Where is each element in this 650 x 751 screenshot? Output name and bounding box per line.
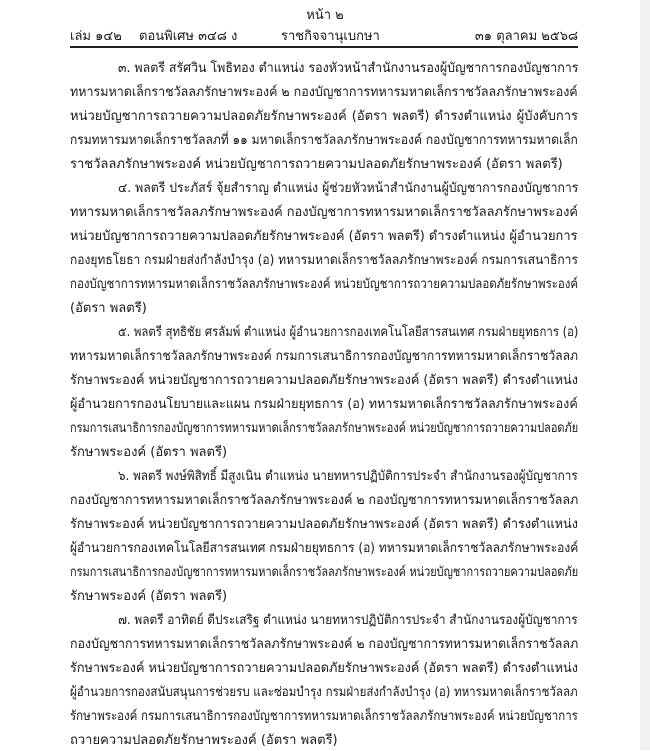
paragraph-line: ทหารมหาดเล็กราชวัลลภรักษาพระองค์ กองบัญชาการทหารมหาดเล็กราชวัลลภรักษาพระองค์: [70, 205, 578, 220]
publication-date: ๓๑ ตุลาคม ๒๕๖๘: [474, 29, 578, 44]
paragraph-line: หน่วยบัญชาการถวายความปลอดภัยรักษาพระองค์ (อัตรา พลตรี) ดำรงตำแหน่ง ผู้บังคับการ: [70, 109, 578, 124]
paragraph-line: ทหารมหาดเล็กราชวัลลภรักษาพระองค์ กรมการเสนาธิการกองบัญชาการทหารมหาดเล็กราชวัลลภ: [70, 349, 579, 364]
paragraph-line: รักษาพระองค์ หน่วยบัญชาการถวายความปลอดภัยรักษาพระองค์ (อัตรา พลตรี) ดำรงตำแหน่ง: [70, 373, 578, 388]
section-label: ตอนพิเศษ ๓๔๘ ง: [139, 29, 238, 44]
paragraph-line: กรมการเสนาธิการกองบัญชาการทหารมหาดเล็กราชวัลลภรักษาพระองค์ หน่วยบัญชาการถวายความปลอดภัย: [70, 565, 579, 580]
paragraph-line: ผู้อำนวยการกองนโยบายและแผน กรมฝ่ายยุทธการ (อ) ทหารมหาดเล็กราชวัลลภรักษาพระองค์: [70, 397, 578, 412]
paragraph-line: หน่วยบัญชาการถวายความปลอดภัยรักษาพระองค์ (อัตรา พลตรี) ดำรงตำแหน่ง ผู้อำนวยการ: [70, 229, 578, 244]
paragraph-line: ทหารมหาดเล็กราชวัลลภรักษาพระองค์ ๒ กองบัญชาการทหารมหาดเล็กราชวัลลภรักษาพระองค์: [70, 85, 578, 100]
paragraph-first-line: ๗. พลตรี อาทิตย์ ดีประเสริฐ ตำแหน่ง นายทหารปฏิบัติการประจำ สำนักงานรองผู้บัญชาการ: [118, 613, 578, 628]
paragraph-line: รักษาพระองค์ หน่วยบัญชาการถวายความปลอดภัยรักษาพระองค์ (อัตรา พลตรี) ดำรงตำแหน่ง: [70, 517, 578, 532]
paragraph-line: รักษาพระองค์ กรมการเสนาธิการกองบัญชาการทหารมหาดเล็กราชวัลลภรักษาพระองค์ หน่วยบัญชาการ: [70, 709, 578, 724]
paragraph-line: ราชวัลลภรักษาพระองค์ หน่วยบัญชาการถวายความปลอดภัยรักษาพระองค์ (อัตรา พลตรี): [70, 157, 563, 172]
paragraph-line: รักษาพระองค์ (อัตรา พลตรี): [70, 589, 228, 604]
page-number: หน้า ๒: [306, 8, 344, 23]
paragraph-first-line: ๖. พลตรี พงษ์พิสิทธิ์ มีสูงเนิน ตำแหน่ง นายทหารปฏิบัติการประจำ สำนักงานรองผู้บัญชาการ: [118, 469, 578, 484]
paragraph-line: ผู้อำนวยการกองเทคโนโลยีสารสนเทศ กรมฝ่ายยุทธการ (อ) ทหารมหาดเล็กราชวัลลภรักษาพระองค์: [70, 541, 579, 556]
paragraph-line: (อัตรา พลตรี): [70, 301, 147, 316]
paragraph-line: กองยุทธโยธา กรมฝ่ายส่งกำลังบำรุง (อ) ทหารมหาดเล็กราชวัลลภรักษาพระองค์ กรมการเสนาธิการ: [70, 253, 578, 268]
paragraph-line: ถวายความปลอดภัยรักษาพระองค์ (อัตรา พลตรี): [70, 733, 338, 748]
header-rule: [70, 46, 578, 48]
volume-label: เล่ม ๑๔๒: [70, 29, 122, 44]
paragraph-line: กรมทหารมหาดเล็กราชวัลลภที่ ๑๑ มหาดเล็กราชวัลลภรักษาพระองค์ กองบัญชาการทหารมหาดเล็ก: [70, 133, 578, 148]
paragraph-line: ผู้อำนวยการกองสนับสนุนการช่วยรบ และซ่อมบำรุง กรมฝ่ายส่งกำลังบำรุง (อ) ทหารมหาดเล็กราชวัลลภ: [70, 685, 578, 700]
paragraph-line: กองบัญชาการทหารมหาดเล็กราชวัลลภรักษาพระองค์ ๒ กองบัญชาการทหารมหาดเล็กราชวัลลภ: [70, 637, 579, 652]
paragraph-first-line: ๔. พลตรี ประภัสร์ จุ้ยสำราญ ตำแหน่ง ผู้ช่วยหัวหน้าสำนักงานผู้บัญชาการกองบัญชาการ: [118, 181, 579, 196]
paragraph-line: กองบัญชาการทหารมหาดเล็กราชวัลลภรักษาพระองค์ ๒ กองบัญชาการทหารมหาดเล็กราชวัลลภ: [70, 493, 579, 508]
page-edge-strip: [640, 0, 650, 750]
paragraph-line: กรมการเสนาธิการกองบัญชาการทหารมหาดเล็กราชวัลลภรักษาพระองค์ หน่วยบัญชาการถวายความปลอดภัย: [70, 421, 579, 436]
paragraph-first-line: ๓. พลตรี สรัศวิน โพธิทอง ตำแหน่ง รองหัวหน้าสำนักงานรองผู้บัญชาการกองบัญชาการ: [118, 61, 579, 76]
paragraph-line: กองบัญชาการทหารมหาดเล็กราชวัลลภรักษาพระองค์ หน่วยบัญชาการถวายความปลอดภัยรักษาพระองค์: [70, 277, 579, 292]
paragraph-first-line: ๕. พลตรี สุทธิชัย ศรลัมพ์ ตำแหน่ง ผู้อำนวยการกองเทคโนโลยีสารสนเทศ กรมฝ่ายยุทธการ (อ): [118, 325, 579, 340]
paragraph-line: รักษาพระองค์ (อัตรา พลตรี): [70, 445, 228, 460]
publication-name: ราชกิจจานุเบกษา: [281, 29, 380, 44]
paragraph-line: รักษาพระองค์ หน่วยบัญชาการถวายความปลอดภัยรักษาพระองค์ (อัตรา พลตรี) ดำรงตำแหน่ง: [70, 661, 578, 676]
